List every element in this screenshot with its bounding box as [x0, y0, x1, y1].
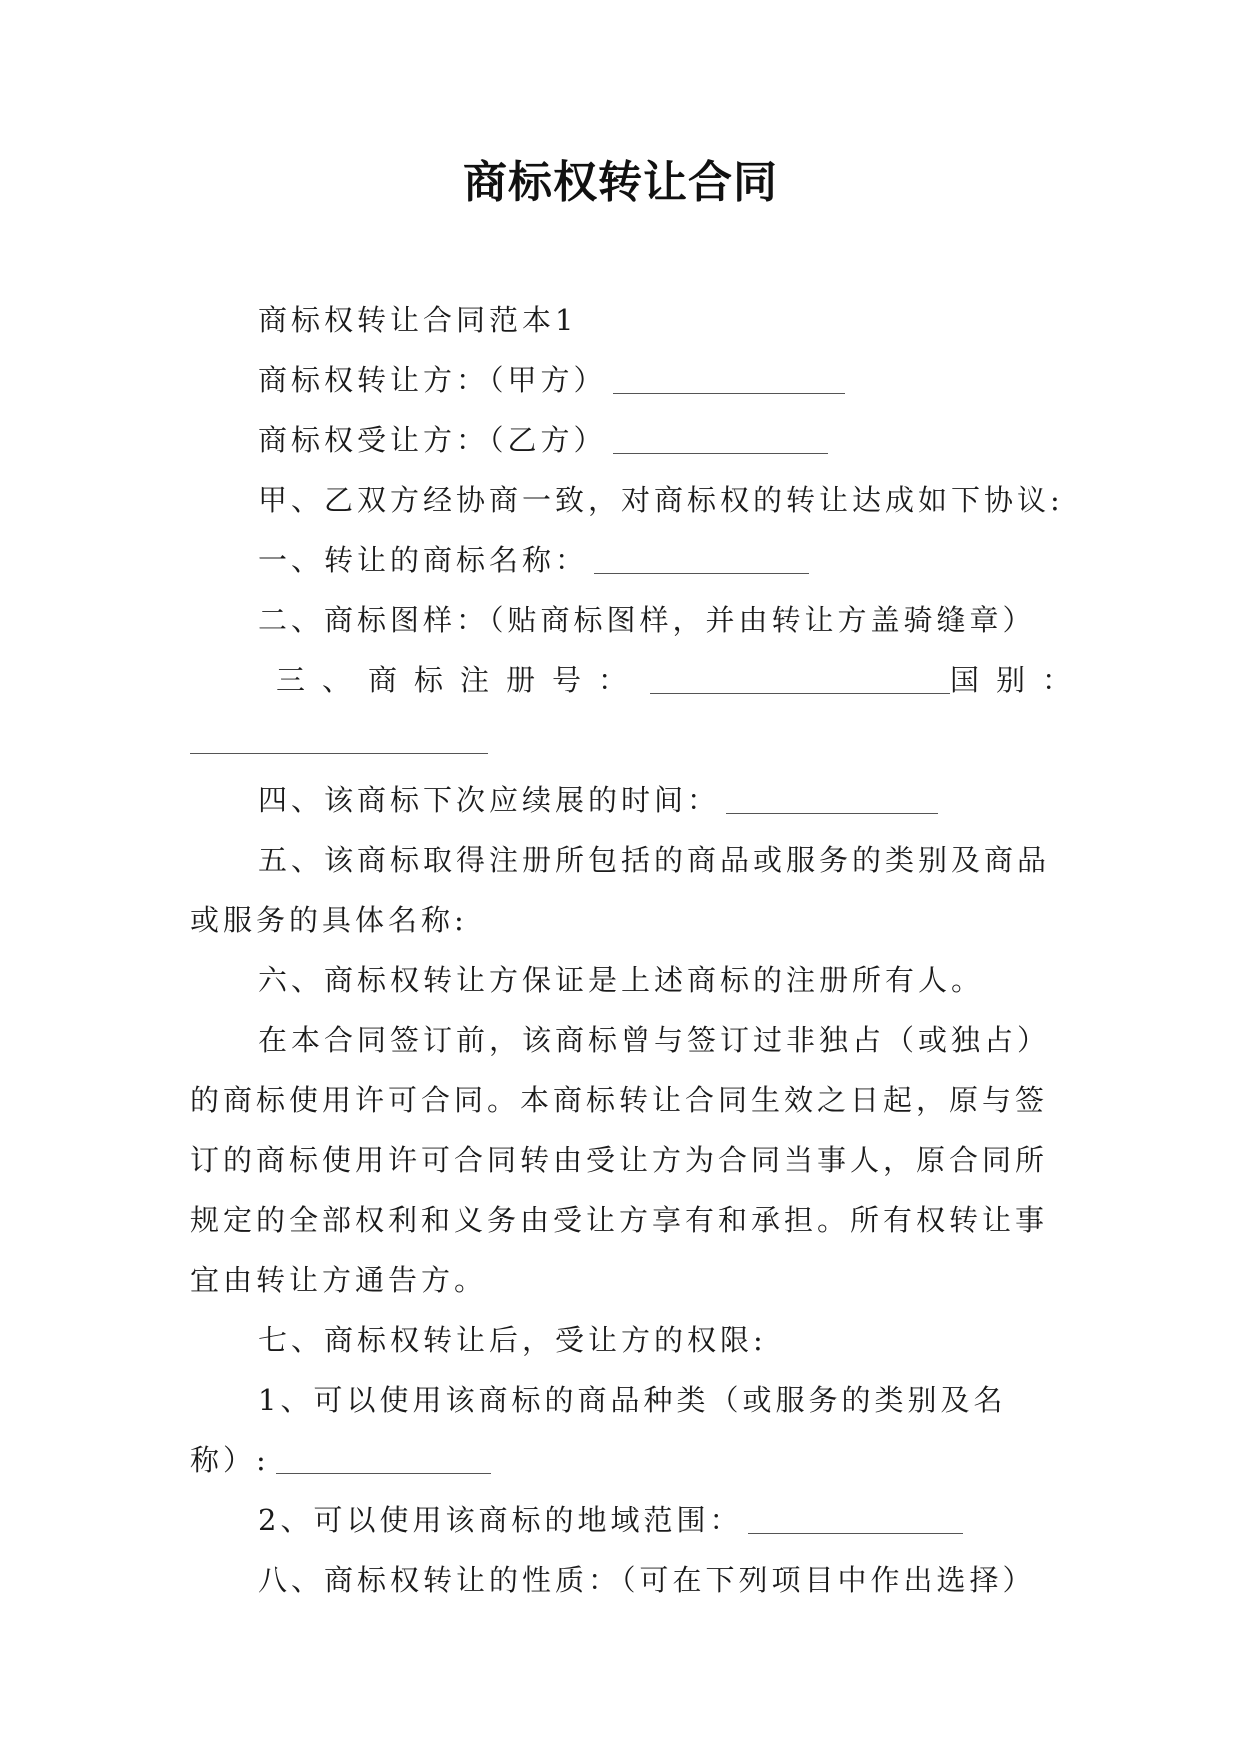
trademark-name-label: 一、转让的商标名称： — [258, 543, 589, 577]
paragraph-goods-services — [190, 830, 1050, 950]
territory-label: 2、可以使用该商标的地域范围： — [258, 1503, 743, 1537]
registration-number-label: 三、商标注册号： — [276, 663, 645, 697]
paragraph-text: 甲、乙双方经协商一致，对商标权的转让达成如下协议: — [258, 483, 1064, 517]
goods-types-label: 1、可以使用该商标的商品种类（或服务的类别及名称）: — [190, 1383, 1007, 1477]
goods-types-blank-line — [276, 1444, 491, 1474]
document-title: 商标权转让合同 — [463, 157, 778, 208]
country-label: 国别： — [950, 663, 1089, 697]
paragraph-goods-types — [190, 1370, 1050, 1490]
trademark-name-blank-line — [594, 544, 809, 574]
territory-blank-line — [748, 1504, 963, 1534]
paragraph-country-continuation — [190, 710, 1050, 770]
paragraph-text: 七、商标权转让后，受让方的权限: — [258, 1323, 767, 1357]
paragraph-registration-number — [190, 650, 1089, 710]
paragraph-agreement-intro — [190, 470, 1064, 530]
paragraph-renewal-time — [190, 770, 1050, 830]
paragraph-trademark-name — [190, 530, 1050, 590]
paragraph-text: 八、商标权转让的性质：（可在下列项目中作出选择） — [258, 1563, 1036, 1597]
paragraph-territory — [190, 1490, 1050, 1550]
transferee-label: 商标权受让方：（乙方） — [258, 423, 607, 457]
renewal-time-label: 四、该商标下次应续展的时间： — [258, 783, 721, 817]
paragraph-license-contract — [190, 1010, 1050, 1310]
transferor-label: 商标权转让方：（甲方） — [258, 363, 607, 397]
registration-number-blank-line — [650, 664, 950, 694]
paragraph-transferor — [190, 350, 1050, 410]
paragraph-transferee-rights — [190, 1310, 1050, 1370]
document-body — [190, 290, 1089, 1610]
paragraph-text: 商标权转让合同范本1 — [258, 303, 578, 337]
transferor-blank-line — [613, 364, 845, 394]
paragraph-text: 五、该商标取得注册所包括的商品或服务的类别及商品或服务的具体名称: — [190, 843, 1051, 937]
paragraph-owner-guarantee — [190, 950, 1050, 1010]
paragraph-trademark-sample — [190, 590, 1050, 650]
country-blank-line — [190, 724, 488, 754]
paragraph-transfer-nature — [190, 1550, 1050, 1610]
transferee-blank-line — [613, 424, 828, 454]
paragraph-text: 六、商标权转让方保证是上述商标的注册所有人。 — [258, 963, 985, 997]
paragraph-text: 在本合同签订前，该商标曾与签订过非独占（或独占）的商标使用许可合同。本商标转让合同生效之日起，原与签订的商标使用许可合同转由受让方为合同当事人，原合同所规定的全部权利和义务由受让方享有和承担。所有权转让事宜由转让方通告方。 — [190, 1023, 1051, 1297]
renewal-time-blank-line — [726, 784, 938, 814]
paragraph-template-heading — [190, 290, 1050, 350]
paragraph-text: 二、商标图样：（贴商标图样，并由转让方盖骑缝章） — [258, 603, 1036, 637]
paragraph-transferee — [190, 410, 1050, 470]
